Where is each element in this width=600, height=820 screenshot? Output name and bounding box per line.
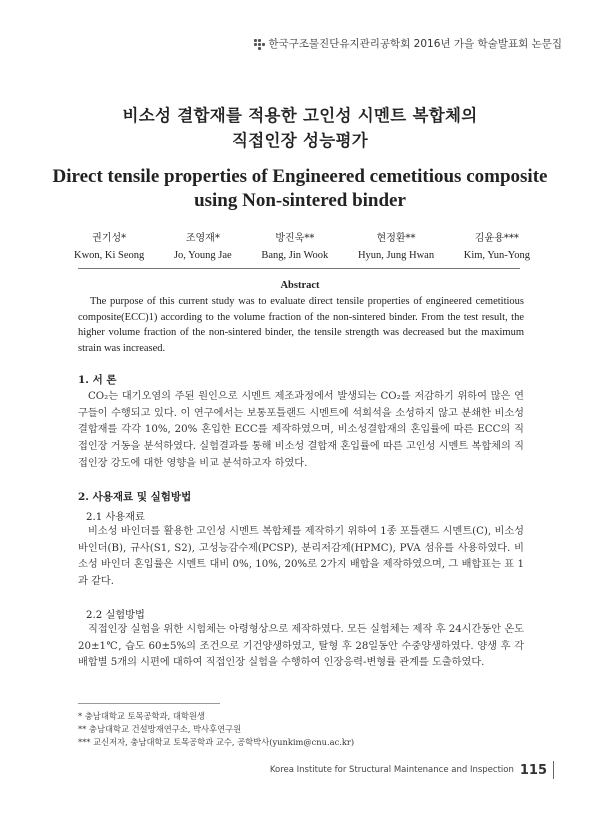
divider: [78, 268, 520, 269]
footer-bar: [553, 761, 554, 779]
english-title-line1: Direct tensile properties of Engineered cemetitious composite: [52, 166, 548, 187]
page-number: 115: [519, 762, 547, 778]
author: [174, 230, 232, 264]
korean-title-line2: 직접인장 성능평가: [232, 131, 368, 150]
method-paragraph: 직접인장 실험을 위한 시험체는 아령형상으로 제작하였다. 모든 실험체는 제작 후 24시간동안 온도 20±1℃, 습도 60±5%의 조건으로 기건양생하였고, 탈형 후 28일동안 수중양생하였다. 양생 후 각 배합별 5개의 시편에 대하여 직접인장 실험을 수행하여 인장응력-변형률 관계를 도출하였다.: [78, 624, 524, 669]
subsection-heading-materials: 2.1 사용재료: [86, 512, 145, 523]
subsection-heading-method: 2.2 실험방법: [86, 610, 145, 621]
footnote: ** 충남대학교 건설방재연구소, 박사후연구원: [78, 724, 242, 735]
author-name-ko: 김윤용***: [474, 233, 519, 244]
footnote-divider: [78, 703, 220, 704]
header-text: 한국구조물진단유지관리공학회 2016년 가을 학술발표회 논문집: [268, 38, 562, 50]
author: [74, 230, 144, 264]
author-name-en: Jo, Young Jae: [173, 250, 232, 261]
footnote: *** 교신저자, 충남대학교 토목공학과 교수, 공학박사(yunkim@cnu.ac.kr): [78, 737, 355, 748]
author-name-en: Kim, Yun-Yong: [463, 250, 530, 261]
author-name-en: Bang, Jin Wook: [261, 250, 329, 261]
english-title-line2: using Non-sintered binder: [194, 190, 406, 211]
author-list: [74, 230, 530, 264]
footnote: * 충남대학교 토목공학과, 대학원생: [78, 711, 205, 721]
author-name-ko: 조영재*: [185, 233, 220, 244]
author: [464, 230, 530, 264]
section-heading-materials: 2. 사용재료 및 실험방법: [78, 491, 192, 503]
abstract-text: The purpose of this current study was to evaluate direct tensile properties of engineered cemetitious composite(ECC)1) according to the volume fraction of the non-sintered binder. From the test result, the higher volume fraction of the non-sintered binder, the tensile strength was decreased but the maximum strain was increased.: [78, 296, 524, 354]
author: [358, 230, 434, 264]
footer-organization: Korea Institute for Structural Maintenance and Inspection: [269, 765, 514, 775]
author-name-ko: 현정환**: [376, 233, 416, 244]
author-name-en: Hyun, Jung Hwan: [357, 250, 435, 261]
running-header: [254, 36, 562, 51]
author: [261, 230, 328, 264]
author-name-en: Kwon, Ki Seong: [74, 250, 145, 261]
author-name-ko: 권기성*: [92, 233, 127, 244]
author-name-ko: 방진욱**: [275, 233, 315, 244]
materials-paragraph: 비소성 바인더를 활용한 고인성 시멘트 복합체를 제작하기 위하여 1종 포틀랜드 시멘트(C), 비소성 바인더(B), 규사(S1, S2), 고성능감수제(PCSP), 분리저감제(HPMC), PVA 섬유를 사용하였다. 비소성 바인더 혼입률은 시멘트 대비 0%, 10%, 20%로 2가지 배합을 제작하였으며, 그 배합표는 표 1과 같다.: [78, 526, 524, 588]
korean-title: [0, 103, 600, 153]
section-heading-intro: 1. 서 론: [78, 374, 117, 386]
dots-icon: [254, 39, 264, 49]
abstract-heading: Abstract: [280, 280, 320, 291]
footnotes: [78, 710, 498, 750]
korean-title-line1: 비소성 결합재를 적용한 고인성 시멘트 복합체의: [122, 106, 478, 125]
english-title: [0, 165, 600, 213]
intro-paragraph: CO₂는 대기오염의 주된 원인으로 시멘트 제조과정에서 발생되는 CO₂를 저감하기 위하여 많은 연구들이 수행되고 있다. 이 연구에서는 보통포틀랜드 시멘트에 석회석을 소성하지 않고 분쇄한 비소성 결합재를 각각 10%, 20% 혼입한 ECC를 제작하였으며, 비소성결합재의 혼입률에 따른 ECC의 직접인장 거동을 분석하였다. 실험결과를 통해 비소성 결합재 혼입률에 따른 고인성 시멘트 복합체의 직접인장 강도에 대한 영향을 비교 분석하고자 하였다.: [78, 391, 524, 469]
page-footer: [270, 761, 554, 779]
